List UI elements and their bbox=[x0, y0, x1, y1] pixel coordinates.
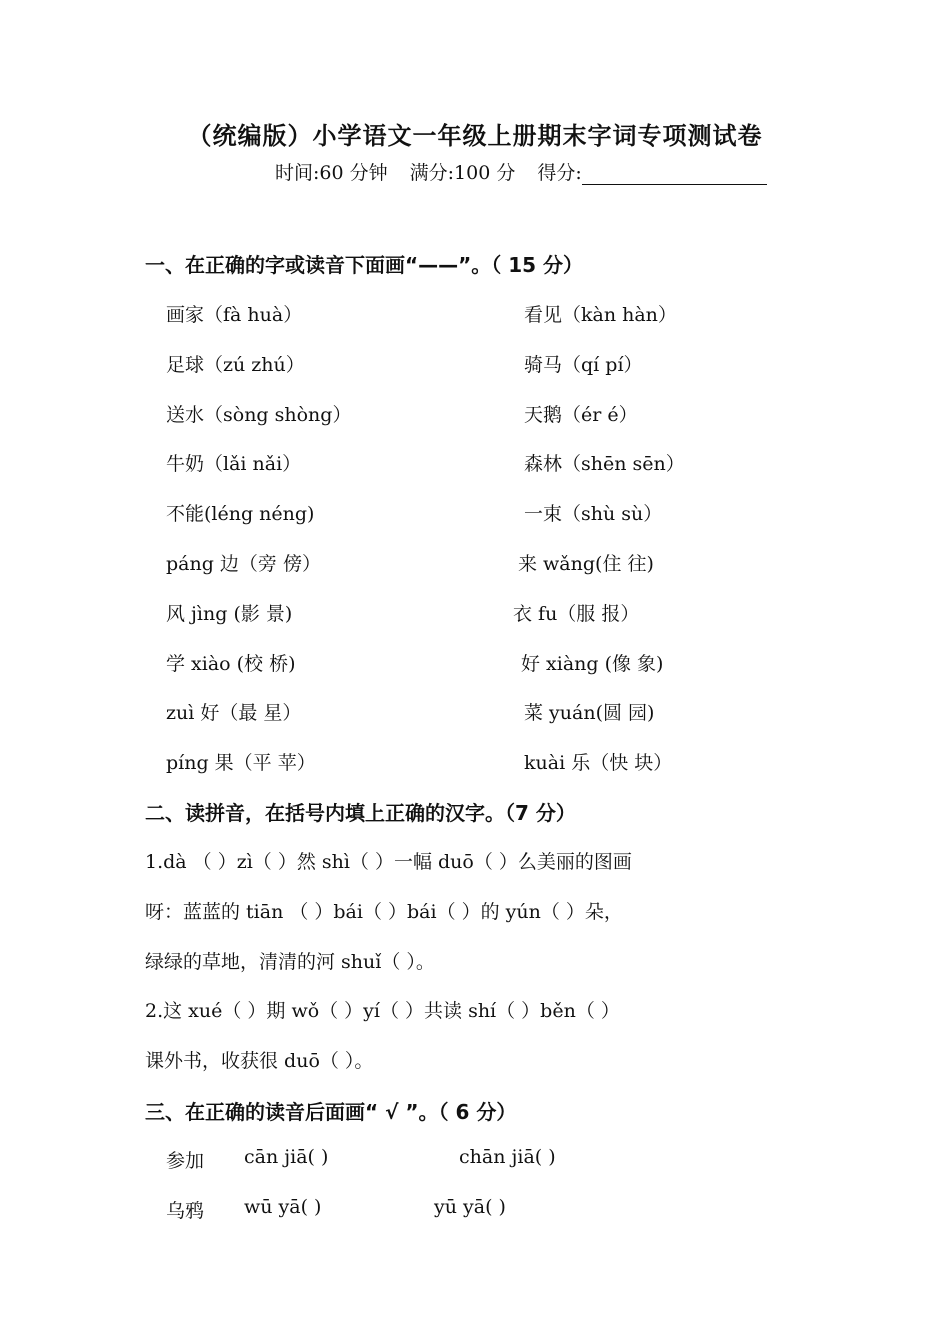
s3-option-a[interactable]: cān jiā( ) bbox=[244, 1146, 329, 1168]
s2-line: 呀：蓝蓝的 tiān （ ）bái（ ）bái（ ）的 yún（ ）朵， bbox=[145, 901, 623, 923]
score-label: 得分: bbox=[537, 162, 582, 184]
s1-left-item: 画家（fà huà） bbox=[166, 304, 303, 326]
score-blank[interactable] bbox=[582, 164, 767, 185]
s1-right-item: 骑马（qí pí） bbox=[524, 354, 643, 376]
s1-right-item: 一束（shù sù） bbox=[524, 503, 663, 525]
s1-right-item: kuài 乐（快 块） bbox=[524, 752, 673, 774]
s1-left-item: 送水（sòng shòng） bbox=[166, 404, 352, 426]
s1-right-item: 菜 yuán(圆 园) bbox=[524, 702, 655, 724]
page-title: （统编版）小学语文一年级上册期末字词专项测试卷 bbox=[187, 122, 763, 150]
exam-meta bbox=[275, 158, 767, 185]
s1-left-item: zuì 好（最 星） bbox=[166, 702, 302, 724]
s2-line: 绿绿的草地，清清的河 shuǐ（ ）。 bbox=[145, 951, 435, 973]
full-score: 满分:100 分 bbox=[409, 162, 516, 184]
s1-right-item: 看见（kàn hàn） bbox=[524, 304, 677, 326]
section3-heading: 三、在正确的读音后面画“ √ ”。（ 6 分） bbox=[145, 1100, 517, 1124]
s2-line: 1.dà （ ）zì（ ）然 shì（ ）一幅 duō（ ）么美丽的图画 bbox=[145, 851, 632, 873]
s1-right-item: 来 wǎng(住 往) bbox=[518, 553, 654, 575]
s1-left-item: 足球（zú zhú） bbox=[166, 354, 305, 376]
s1-left-item: 风 jìng (影 景) bbox=[166, 603, 293, 625]
s3-option-a[interactable]: wū yā( ) bbox=[244, 1196, 322, 1218]
s3-word: 乌鸦 bbox=[166, 1200, 205, 1222]
section1-heading: 一、在正确的字或读音下面画“——”。（ 15 分） bbox=[145, 253, 584, 277]
s3-option-b[interactable]: chān jiā( ) bbox=[459, 1146, 556, 1168]
s3-word: 参加 bbox=[166, 1150, 205, 1172]
s2-line: 课外书，收获很 duō（ ）。 bbox=[145, 1050, 374, 1072]
s1-left-item: 不能(léng néng) bbox=[166, 503, 315, 525]
section2-heading: 二、读拼音，在括号内填上正确的汉字。（7 分） bbox=[145, 801, 576, 825]
time-limit: 时间:60 分钟 bbox=[275, 162, 388, 184]
s1-left-item: 学 xiào (校 桥) bbox=[166, 653, 296, 675]
s1-right-item: 好 xiàng (像 象) bbox=[521, 653, 664, 675]
s1-right-item: 森林（shēn sēn） bbox=[524, 453, 685, 475]
s1-left-item: 牛奶（lǎi nǎi） bbox=[166, 453, 302, 475]
s2-line: 2.这 xué（ ）期 wǒ（ ）yí（ ）共读 shí（ ）běn（ ） bbox=[145, 1000, 620, 1022]
s1-right-item: 衣 fu（服 报） bbox=[513, 603, 640, 625]
s1-left-item: páng 边（旁 傍） bbox=[166, 553, 321, 575]
s3-option-b[interactable]: yū yā( ) bbox=[434, 1196, 506, 1218]
s1-left-item: píng 果（平 苹） bbox=[166, 752, 316, 774]
s1-right-item: 天鹅（ér é） bbox=[524, 404, 638, 426]
